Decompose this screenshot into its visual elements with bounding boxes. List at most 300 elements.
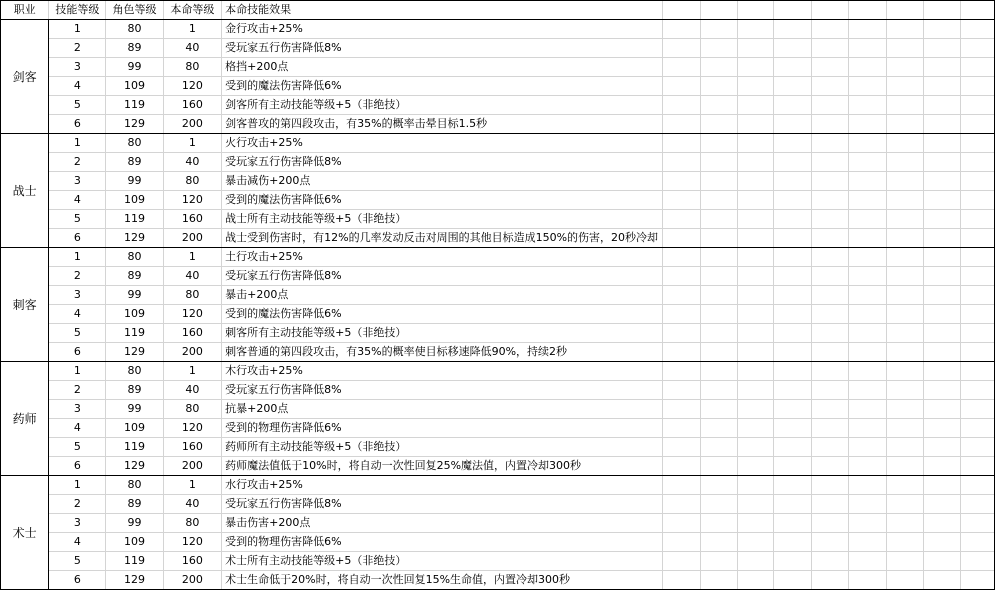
empty-cell[interactable] [812,172,849,191]
empty-cell[interactable] [923,1,960,20]
empty-cell[interactable] [738,248,774,267]
empty-cell[interactable] [849,438,887,457]
empty-cell[interactable] [923,172,960,191]
empty-cell[interactable] [700,153,737,172]
empty-cell[interactable] [923,96,960,115]
char-level-cell[interactable]: 80 [106,20,163,39]
empty-cell[interactable] [812,571,849,590]
class-name-cell[interactable]: 刺客 [1,248,49,362]
skill-level-cell[interactable]: 2 [49,381,106,400]
empty-cell[interactable] [961,1,995,20]
empty-cell[interactable] [961,267,995,286]
fate-level-cell[interactable]: 80 [163,58,221,77]
empty-cell[interactable] [774,58,812,77]
empty-cell[interactable] [849,324,887,343]
header-cell-effect[interactable]: 本命技能效果 [222,1,663,20]
empty-cell[interactable] [812,39,849,58]
fate-level-cell[interactable]: 120 [163,419,221,438]
empty-cell[interactable] [923,381,960,400]
empty-cell[interactable] [774,533,812,552]
empty-cell[interactable] [663,210,701,229]
empty-cell[interactable] [923,533,960,552]
empty-cell[interactable] [663,286,701,305]
header-cell-class[interactable]: 职业 [1,1,49,20]
empty-cell[interactable] [886,476,923,495]
empty-cell[interactable] [886,381,923,400]
empty-cell[interactable] [923,343,960,362]
empty-cell[interactable] [961,571,995,590]
empty-cell[interactable] [700,438,737,457]
empty-cell[interactable] [663,1,701,20]
skill-level-cell[interactable]: 4 [49,305,106,324]
char-level-cell[interactable]: 109 [106,533,163,552]
empty-cell[interactable] [849,495,887,514]
char-level-cell[interactable]: 99 [106,400,163,419]
empty-cell[interactable] [923,210,960,229]
fate-level-cell[interactable]: 120 [163,305,221,324]
empty-cell[interactable] [738,400,774,419]
empty-cell[interactable] [738,514,774,533]
empty-cell[interactable] [700,571,737,590]
effect-cell[interactable] [222,343,663,362]
char-level-cell[interactable]: 129 [106,571,163,590]
empty-cell[interactable] [961,495,995,514]
empty-cell[interactable] [663,153,701,172]
empty-cell[interactable] [886,419,923,438]
fate-level-cell[interactable]: 80 [163,400,221,419]
empty-cell[interactable] [849,191,887,210]
empty-cell[interactable] [812,134,849,153]
char-level-cell[interactable]: 89 [106,39,163,58]
empty-cell[interactable] [738,172,774,191]
empty-cell[interactable] [700,457,737,476]
empty-cell[interactable] [886,552,923,571]
empty-cell[interactable] [738,134,774,153]
empty-cell[interactable] [663,476,701,495]
empty-cell[interactable] [923,153,960,172]
empty-cell[interactable] [774,1,812,20]
empty-cell[interactable] [663,134,701,153]
empty-cell[interactable] [812,115,849,134]
empty-cell[interactable] [961,134,995,153]
effect-cell[interactable] [222,286,663,305]
empty-cell[interactable] [663,533,701,552]
fate-level-cell[interactable]: 1 [163,362,221,381]
empty-cell[interactable] [738,476,774,495]
char-level-cell[interactable]: 129 [106,229,163,248]
empty-cell[interactable] [774,134,812,153]
empty-cell[interactable] [961,191,995,210]
empty-cell[interactable] [663,552,701,571]
empty-cell[interactable] [774,153,812,172]
empty-cell[interactable] [812,343,849,362]
effect-cell[interactable] [222,571,663,590]
empty-cell[interactable] [961,305,995,324]
empty-cell[interactable] [774,248,812,267]
empty-cell[interactable] [812,153,849,172]
empty-cell[interactable] [923,419,960,438]
char-level-cell[interactable]: 99 [106,58,163,77]
skill-level-cell[interactable]: 1 [49,248,106,267]
empty-cell[interactable] [961,343,995,362]
empty-cell[interactable] [961,457,995,476]
empty-cell[interactable] [738,1,774,20]
skill-level-cell[interactable]: 3 [49,286,106,305]
empty-cell[interactable] [886,39,923,58]
empty-cell[interactable] [812,58,849,77]
skill-level-cell[interactable]: 6 [49,457,106,476]
effect-cell[interactable] [222,476,663,495]
empty-cell[interactable] [886,362,923,381]
char-level-cell[interactable]: 99 [106,286,163,305]
empty-cell[interactable] [923,476,960,495]
effect-cell[interactable] [222,39,663,58]
empty-cell[interactable] [774,495,812,514]
empty-cell[interactable] [700,172,737,191]
effect-cell[interactable] [222,248,663,267]
skill-level-cell[interactable]: 5 [49,210,106,229]
empty-cell[interactable] [923,286,960,305]
fate-level-cell[interactable]: 120 [163,191,221,210]
empty-cell[interactable] [923,77,960,96]
empty-cell[interactable] [738,495,774,514]
char-level-cell[interactable]: 80 [106,248,163,267]
empty-cell[interactable] [961,419,995,438]
empty-cell[interactable] [812,552,849,571]
empty-cell[interactable] [886,229,923,248]
effect-cell[interactable] [222,20,663,39]
empty-cell[interactable] [849,96,887,115]
empty-cell[interactable] [663,495,701,514]
empty-cell[interactable] [961,77,995,96]
empty-cell[interactable] [923,248,960,267]
empty-cell[interactable] [961,20,995,39]
class-name-cell[interactable]: 战士 [1,134,49,248]
empty-cell[interactable] [700,96,737,115]
empty-cell[interactable] [886,115,923,134]
empty-cell[interactable] [961,39,995,58]
fate-level-cell[interactable]: 40 [163,267,221,286]
effect-cell[interactable] [222,400,663,419]
empty-cell[interactable] [923,58,960,77]
fate-level-cell[interactable]: 200 [163,343,221,362]
empty-cell[interactable] [961,476,995,495]
empty-cell[interactable] [700,419,737,438]
empty-cell[interactable] [774,400,812,419]
empty-cell[interactable] [849,514,887,533]
empty-cell[interactable] [849,58,887,77]
empty-cell[interactable] [886,1,923,20]
empty-cell[interactable] [774,457,812,476]
class-name-cell[interactable]: 剑客 [1,20,49,134]
empty-cell[interactable] [738,343,774,362]
effect-cell[interactable] [222,115,663,134]
empty-cell[interactable] [961,286,995,305]
empty-cell[interactable] [923,514,960,533]
empty-cell[interactable] [700,115,737,134]
empty-cell[interactable] [886,58,923,77]
effect-cell[interactable] [222,96,663,115]
empty-cell[interactable] [849,20,887,39]
empty-cell[interactable] [738,77,774,96]
empty-cell[interactable] [774,210,812,229]
empty-cell[interactable] [738,39,774,58]
empty-cell[interactable] [812,476,849,495]
empty-cell[interactable] [663,172,701,191]
char-level-cell[interactable]: 89 [106,381,163,400]
fate-level-cell[interactable]: 200 [163,571,221,590]
empty-cell[interactable] [663,419,701,438]
empty-cell[interactable] [849,77,887,96]
empty-cell[interactable] [886,571,923,590]
empty-cell[interactable] [812,533,849,552]
char-level-cell[interactable]: 80 [106,134,163,153]
empty-cell[interactable] [663,77,701,96]
effect-cell[interactable] [222,77,663,96]
empty-cell[interactable] [700,210,737,229]
empty-cell[interactable] [886,134,923,153]
fate-level-cell[interactable]: 160 [163,210,221,229]
empty-cell[interactable] [923,115,960,134]
fate-level-cell[interactable]: 160 [163,96,221,115]
empty-cell[interactable] [849,39,887,58]
empty-cell[interactable] [812,286,849,305]
empty-cell[interactable] [886,514,923,533]
empty-cell[interactable] [886,286,923,305]
empty-cell[interactable] [738,457,774,476]
empty-cell[interactable] [812,495,849,514]
empty-cell[interactable] [774,571,812,590]
empty-cell[interactable] [886,267,923,286]
empty-cell[interactable] [961,248,995,267]
fate-level-cell[interactable]: 1 [163,134,221,153]
empty-cell[interactable] [849,343,887,362]
empty-cell[interactable] [663,343,701,362]
empty-cell[interactable] [923,552,960,571]
empty-cell[interactable] [812,77,849,96]
effect-cell[interactable] [222,552,663,571]
char-level-cell[interactable]: 119 [106,324,163,343]
empty-cell[interactable] [849,533,887,552]
empty-cell[interactable] [774,476,812,495]
effect-cell[interactable] [222,267,663,286]
empty-cell[interactable] [812,267,849,286]
empty-cell[interactable] [849,476,887,495]
empty-cell[interactable] [774,191,812,210]
header-cell-fate-level[interactable]: 本命等级 [163,1,221,20]
skill-level-cell[interactable]: 6 [49,571,106,590]
empty-cell[interactable] [849,1,887,20]
empty-cell[interactable] [774,267,812,286]
empty-cell[interactable] [849,248,887,267]
empty-cell[interactable] [700,229,737,248]
empty-cell[interactable] [812,438,849,457]
empty-cell[interactable] [812,96,849,115]
empty-cell[interactable] [700,381,737,400]
empty-cell[interactable] [849,134,887,153]
skill-level-cell[interactable]: 3 [49,172,106,191]
empty-cell[interactable] [663,305,701,324]
empty-cell[interactable] [923,20,960,39]
empty-cell[interactable] [738,438,774,457]
empty-cell[interactable] [738,571,774,590]
empty-cell[interactable] [774,172,812,191]
empty-cell[interactable] [738,191,774,210]
empty-cell[interactable] [886,153,923,172]
empty-cell[interactable] [849,381,887,400]
empty-cell[interactable] [961,324,995,343]
empty-cell[interactable] [774,39,812,58]
empty-cell[interactable] [774,305,812,324]
skill-level-cell[interactable]: 3 [49,400,106,419]
empty-cell[interactable] [812,305,849,324]
effect-cell[interactable] [222,58,663,77]
skill-level-cell[interactable]: 2 [49,39,106,58]
empty-cell[interactable] [961,172,995,191]
empty-cell[interactable] [738,419,774,438]
empty-cell[interactable] [961,58,995,77]
effect-cell[interactable] [222,305,663,324]
empty-cell[interactable] [774,286,812,305]
empty-cell[interactable] [774,419,812,438]
empty-cell[interactable] [961,362,995,381]
empty-cell[interactable] [886,20,923,39]
empty-cell[interactable] [700,476,737,495]
empty-cell[interactable] [700,362,737,381]
effect-cell[interactable] [222,495,663,514]
empty-cell[interactable] [886,305,923,324]
skill-level-cell[interactable]: 6 [49,229,106,248]
effect-cell[interactable] [222,457,663,476]
empty-cell[interactable] [923,267,960,286]
char-level-cell[interactable]: 119 [106,210,163,229]
empty-cell[interactable] [774,77,812,96]
char-level-cell[interactable]: 99 [106,172,163,191]
empty-cell[interactable] [663,39,701,58]
skill-level-cell[interactable]: 1 [49,362,106,381]
empty-cell[interactable] [886,438,923,457]
empty-cell[interactable] [961,381,995,400]
skill-level-cell[interactable]: 4 [49,533,106,552]
empty-cell[interactable] [812,381,849,400]
empty-cell[interactable] [812,324,849,343]
empty-cell[interactable] [923,571,960,590]
empty-cell[interactable] [663,400,701,419]
empty-cell[interactable] [663,438,701,457]
empty-cell[interactable] [923,324,960,343]
empty-cell[interactable] [774,381,812,400]
empty-cell[interactable] [961,438,995,457]
empty-cell[interactable] [700,305,737,324]
effect-cell[interactable] [222,134,663,153]
fate-level-cell[interactable]: 200 [163,229,221,248]
empty-cell[interactable] [738,552,774,571]
empty-cell[interactable] [849,210,887,229]
skill-level-cell[interactable]: 6 [49,343,106,362]
empty-cell[interactable] [849,267,887,286]
empty-cell[interactable] [663,58,701,77]
empty-cell[interactable] [961,153,995,172]
skill-level-cell[interactable]: 5 [49,96,106,115]
empty-cell[interactable] [738,153,774,172]
empty-cell[interactable] [923,39,960,58]
char-level-cell[interactable]: 99 [106,514,163,533]
empty-cell[interactable] [700,1,737,20]
empty-cell[interactable] [886,210,923,229]
empty-cell[interactable] [812,191,849,210]
empty-cell[interactable] [923,495,960,514]
fate-level-cell[interactable]: 1 [163,476,221,495]
empty-cell[interactable] [738,20,774,39]
skill-level-cell[interactable]: 5 [49,324,106,343]
fate-level-cell[interactable]: 160 [163,438,221,457]
empty-cell[interactable] [700,134,737,153]
skill-level-cell[interactable]: 3 [49,514,106,533]
fate-level-cell[interactable]: 80 [163,172,221,191]
char-level-cell[interactable]: 109 [106,305,163,324]
skill-level-cell[interactable]: 1 [49,20,106,39]
empty-cell[interactable] [774,343,812,362]
empty-cell[interactable] [663,381,701,400]
empty-cell[interactable] [738,324,774,343]
empty-cell[interactable] [700,552,737,571]
empty-cell[interactable] [923,191,960,210]
empty-cell[interactable] [774,438,812,457]
empty-cell[interactable] [961,115,995,134]
char-level-cell[interactable]: 89 [106,495,163,514]
empty-cell[interactable] [700,58,737,77]
char-level-cell[interactable]: 119 [106,96,163,115]
empty-cell[interactable] [849,457,887,476]
empty-cell[interactable] [663,571,701,590]
fate-level-cell[interactable]: 80 [163,286,221,305]
empty-cell[interactable] [923,438,960,457]
empty-cell[interactable] [923,457,960,476]
empty-cell[interactable] [700,495,737,514]
empty-cell[interactable] [663,20,701,39]
empty-cell[interactable] [738,115,774,134]
empty-cell[interactable] [663,514,701,533]
empty-cell[interactable] [886,343,923,362]
empty-cell[interactable] [849,115,887,134]
effect-cell[interactable] [222,324,663,343]
char-level-cell[interactable]: 129 [106,343,163,362]
empty-cell[interactable] [886,248,923,267]
fate-level-cell[interactable]: 160 [163,552,221,571]
effect-cell[interactable] [222,229,663,248]
fate-level-cell[interactable]: 40 [163,39,221,58]
fate-level-cell[interactable]: 120 [163,533,221,552]
empty-cell[interactable] [774,362,812,381]
empty-cell[interactable] [849,419,887,438]
effect-cell[interactable] [222,419,663,438]
empty-cell[interactable] [663,248,701,267]
empty-cell[interactable] [663,96,701,115]
empty-cell[interactable] [923,134,960,153]
char-level-cell[interactable]: 109 [106,77,163,96]
effect-cell[interactable] [222,533,663,552]
effect-cell[interactable] [222,191,663,210]
empty-cell[interactable] [849,153,887,172]
fate-level-cell[interactable]: 1 [163,20,221,39]
empty-cell[interactable] [663,267,701,286]
empty-cell[interactable] [700,400,737,419]
empty-cell[interactable] [849,400,887,419]
empty-cell[interactable] [961,533,995,552]
empty-cell[interactable] [738,267,774,286]
empty-cell[interactable] [812,248,849,267]
effect-cell[interactable] [222,172,663,191]
